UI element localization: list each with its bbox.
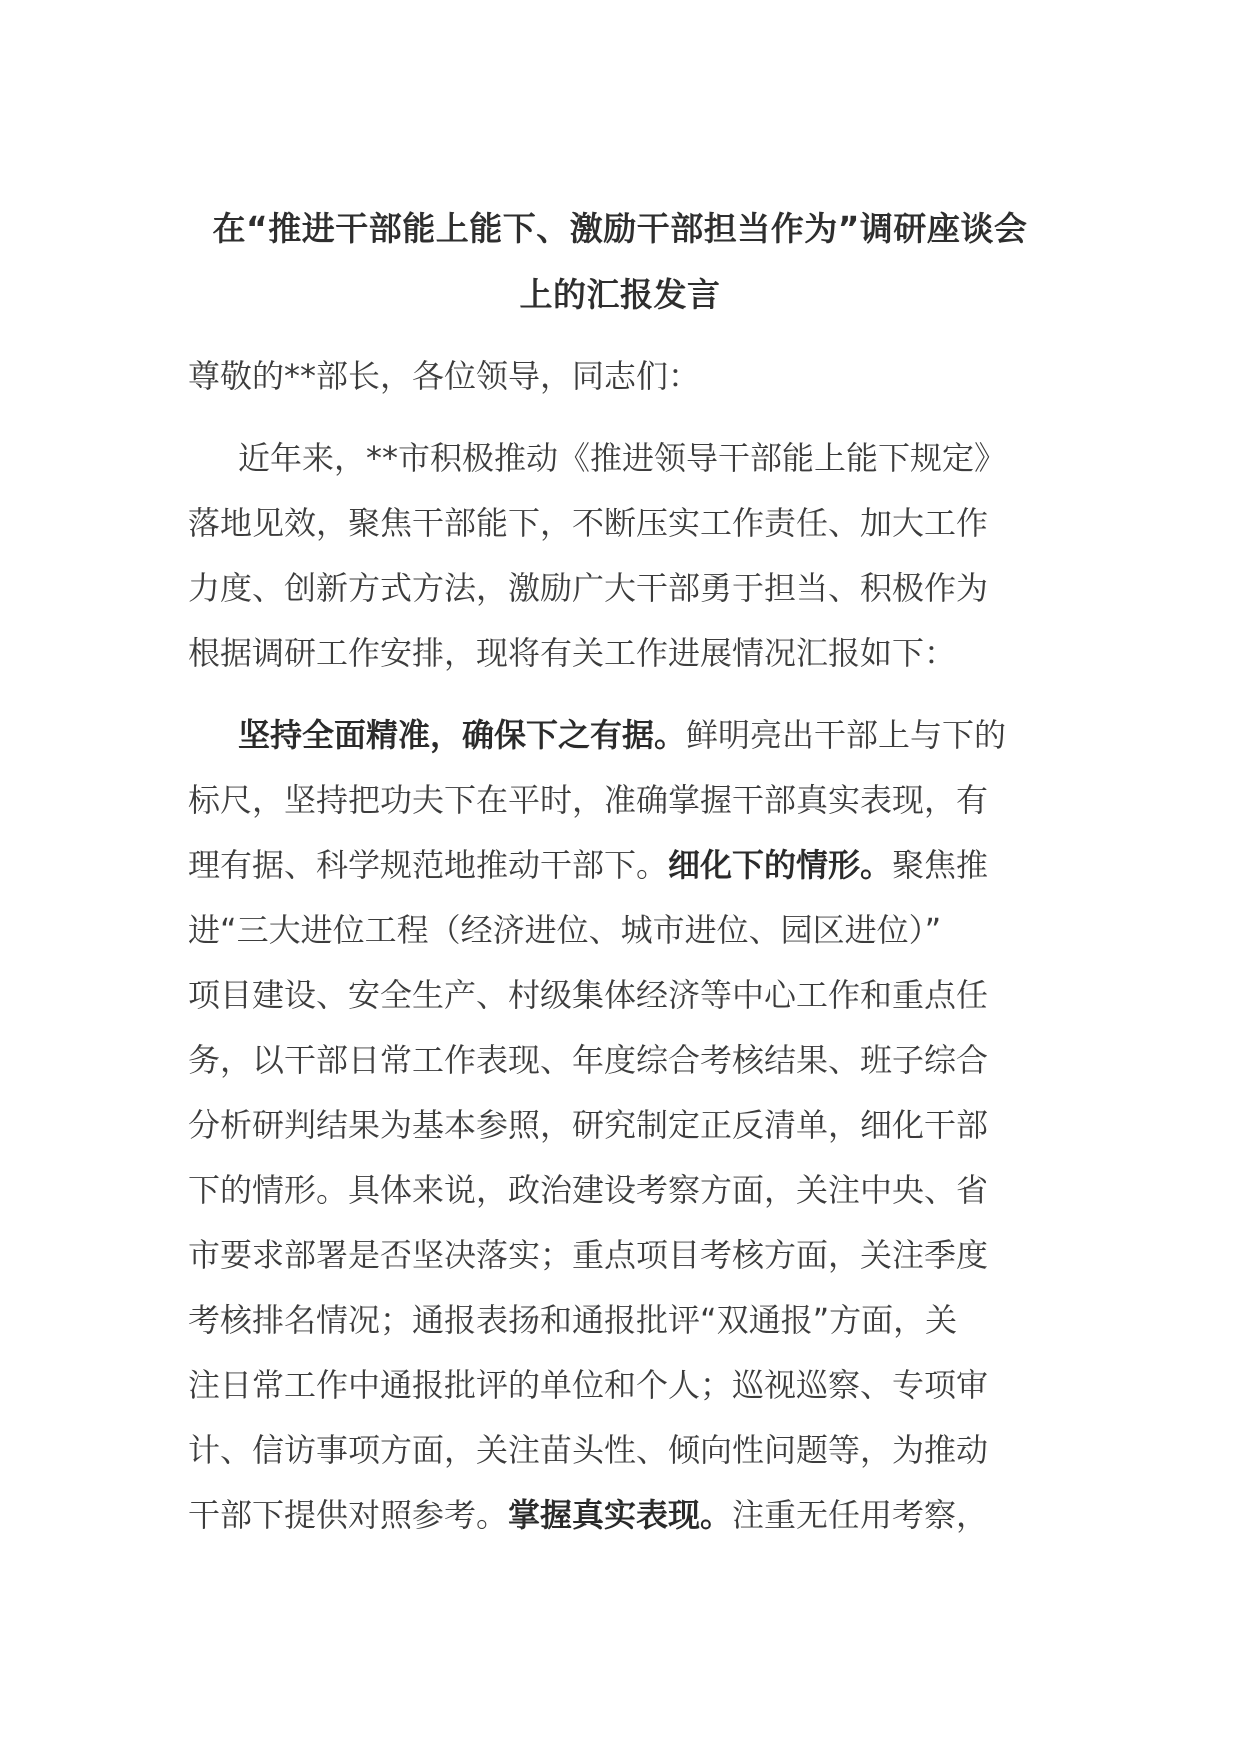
section-line: 注日常工作中通报批评的单位和个人；巡视巡察、专项审 <box>188 1366 989 1404</box>
intro-line-3: 力度、创新方式方法，激励广大干部勇于担当、积极作为 <box>188 569 989 607</box>
subheading-grasp-performance: 掌握真实表现。 <box>508 1496 733 1534</box>
section-last-line-rest: 注重无任用考察， <box>732 1496 989 1534</box>
section-line: 市要求部署是否坚决落实；重点项目考核方面，关注季度 <box>188 1236 989 1274</box>
title-line-2: 上的汇报发言 <box>519 275 721 314</box>
section-line: 考核排名情况；通报表扬和通报批评“双通报”方面，关 <box>188 1301 958 1339</box>
salutation: 尊敬的**部长，各位领导，同志们： <box>188 357 701 395</box>
intro-line-4: 根据调研工作安排，现将有关工作进展情况汇报如下： <box>188 634 957 672</box>
section-line-1 <box>188 703 1068 768</box>
section-line: 进“三大进位工程（经济进位、城市进位、园区进位）” <box>188 911 942 949</box>
section-line: 计、信访事项方面，关注苗头性、倾向性问题等，为推动 <box>188 1431 989 1469</box>
section-last-line <box>188 1483 1068 1548</box>
document-title <box>150 196 1090 328</box>
section-line: 下的情形。具体来说，政治建设考察方面，关注中央、省 <box>188 1171 989 1209</box>
section-line-3-start: 理有据、科学规范地推动干部下。 <box>188 846 669 884</box>
section-line-2: 标尺，坚持把功夫下在平时，准确掌握干部真实表现，有 <box>188 781 989 819</box>
section-line-3-rest: 聚焦推 <box>892 846 989 884</box>
section-line-3 <box>188 833 1068 898</box>
section-line: 务，以干部日常工作表现、年度综合考核结果、班子综合 <box>188 1041 989 1079</box>
title-line-1: 在“推进干部能上能下、激励干部担当作为”调研座谈会 <box>212 209 1028 248</box>
intro-line-2: 落地见效，聚焦干部能下，不断压实工作责任、加大工作 <box>188 504 989 542</box>
section-last-line-start: 干部下提供对照参考。 <box>188 1496 509 1534</box>
section-line: 项目建设、安全生产、村级集体经济等中心工作和重点任 <box>188 976 989 1014</box>
intro-line-1: 近年来，**市积极推动《推进领导干部能上能下规定》 <box>238 439 1007 477</box>
subheading-refine-situations: 细化下的情形。 <box>668 846 893 884</box>
section-line: 分析研判结果为基本参照，研究制定正反清单，细化干部 <box>188 1106 989 1144</box>
section-heading: 坚持全面精准，确保下之有据。 <box>238 716 687 754</box>
document-body <box>188 344 1068 1548</box>
section-line-1-rest: 鲜明亮出干部上与下的 <box>686 716 1007 754</box>
